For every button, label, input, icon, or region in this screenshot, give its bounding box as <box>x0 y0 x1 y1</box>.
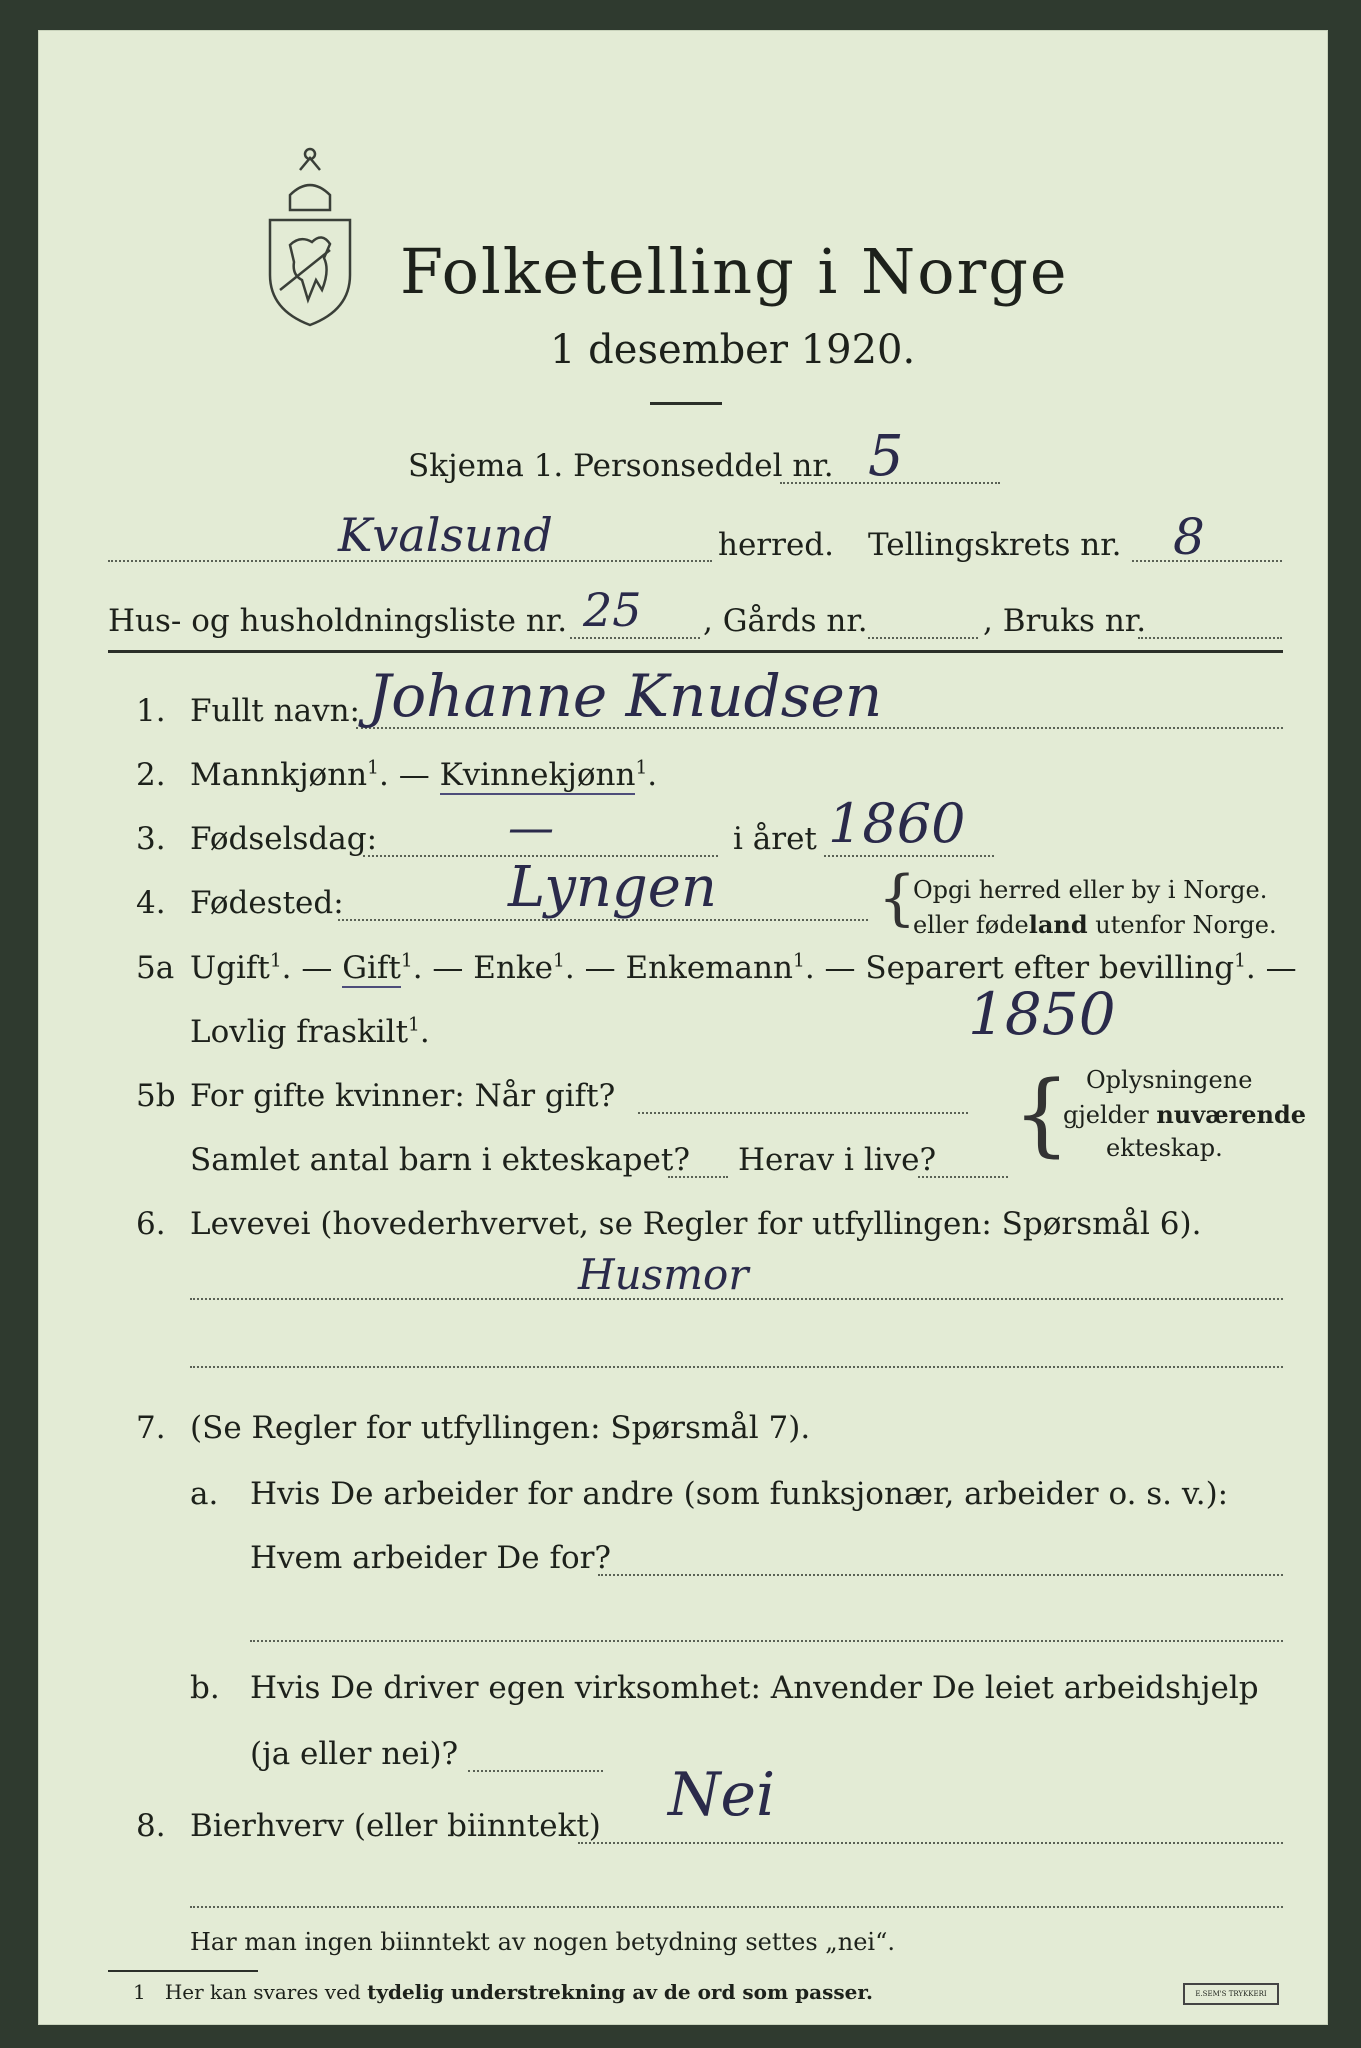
q5a-dash-4: — <box>814 950 866 986</box>
footnote-divider <box>108 1970 258 1972</box>
q4-brace: { <box>878 863 917 933</box>
gards-label: , Gårds nr. <box>703 603 868 639</box>
q7a-letter: a. <box>190 1476 219 1512</box>
q1-number: 1. <box>136 693 166 729</box>
q1-value: Johanne Knudsen <box>368 662 883 730</box>
footnote-text-a: Her kan svares ved <box>164 1980 368 2004</box>
q6-label: Levevei (hovederhvervet, se Regler for utfyllingen: Spørsmål 6). <box>190 1206 1202 1242</box>
hus-line <box>570 637 700 639</box>
q4-number: 4. <box>136 885 166 921</box>
q7b-text-2: (ja eller nei)? <box>250 1736 459 1772</box>
q4-value: Lyngen <box>508 855 717 920</box>
tellingskrets-value: 8 <box>1173 508 1205 566</box>
q5a-options: Ugift$^1$. — Gift$^1$. — Enke$^1$. — Enkemann$^1$. — Separert efter bevilling$^1$. — <box>190 950 1297 986</box>
q7a-line-2 <box>250 1640 1283 1642</box>
q5a-separert: Separert efter bevilling <box>865 950 1235 986</box>
q5b-label-2: Samlet antal barn i ekteskapet? <box>190 1142 690 1178</box>
printer-stamp: E.SEM'S TRYKKERI <box>1183 1983 1279 2005</box>
q5b-label-1: For gifte kvinner: Når gift? <box>190 1078 616 1114</box>
bruks-label: , Bruks nr. <box>983 603 1147 639</box>
q5b-note-2b: nuværende <box>1156 1100 1307 1129</box>
q5a-fraskilt: Lovlig fraskilt <box>190 1014 409 1050</box>
q5b-number: 5b <box>136 1078 176 1114</box>
q5a-enke: Enke <box>473 950 554 986</box>
gards-line <box>868 637 978 639</box>
q5b-note-2a: gjelder <box>1063 1101 1157 1129</box>
q7a-line-1 <box>598 1574 1283 1576</box>
q7-number: 7. <box>136 1410 166 1446</box>
q5a-ugift: Ugift <box>190 950 270 986</box>
q3-number: 3. <box>136 821 166 857</box>
q2-sep: — <box>388 757 440 793</box>
title-divider <box>650 402 722 405</box>
census-form <box>38 30 1328 2025</box>
tellingskrets-label: Tellingskrets nr. <box>868 527 1122 563</box>
q7-label: (Se Regler for utfyllingen: Spørsmål 7). <box>190 1410 811 1446</box>
q2-options <box>190 757 657 793</box>
q4-label: Fødested: <box>190 885 344 921</box>
q5b-note-3: ekteskap. <box>1106 1134 1223 1162</box>
footnote <box>133 1980 873 2004</box>
q5a-gift: Gift <box>342 950 401 986</box>
q2-dot-m: . <box>379 757 389 793</box>
header-divider <box>108 650 1283 653</box>
q4-note-1: Opgi herred eller by i Norge. <box>913 876 1268 904</box>
census-date: 1 desember 1920. <box>550 327 916 373</box>
tellingskrets-line <box>1132 560 1282 562</box>
q3-year-line <box>824 855 994 857</box>
q4-note-2b: land <box>1028 910 1088 939</box>
q4-note-2 <box>913 910 1277 939</box>
q5b-line-1 <box>638 1112 968 1114</box>
herred-value: Kvalsund <box>338 508 553 562</box>
q5b-note-1: Oplysningene <box>1086 1066 1253 1094</box>
page-title: Folketelling i Norge <box>400 235 1069 308</box>
q5a-number: 5a <box>136 950 175 986</box>
personseddel-value: 5 <box>868 424 904 489</box>
q8-number: 8. <box>136 1808 166 1844</box>
q1-label: Fullt navn: <box>190 693 360 729</box>
q7b-letter: b. <box>190 1670 220 1706</box>
q6-line-1 <box>190 1298 1283 1300</box>
q7a-text-2: Hvem arbeider De for? <box>250 1540 612 1576</box>
q2-dot-k: . <box>647 757 658 793</box>
q5a-sup-4: 1 <box>792 950 805 972</box>
q8-line-1 <box>578 1842 1283 1844</box>
q5a-sup-6: 1 <box>408 1014 420 1036</box>
norway-coat-of-arms-icon <box>260 140 360 330</box>
q3-year-label: i året <box>733 821 817 857</box>
q5b-line-3 <box>918 1176 1008 1178</box>
q5a-year-written: 1850 <box>968 980 1116 1048</box>
q5a-sup-1: 1 <box>269 950 282 972</box>
q5a-line2: Lovlig fraskilt$^1$. <box>190 1014 430 1050</box>
q7b-text: Hvis De driver egen virksomhet: Anvender De leiet arbeidshjelp <box>250 1670 1259 1706</box>
q5a-dash-2: — <box>422 950 474 986</box>
skjema-label: Skjema 1. Personseddel nr. <box>408 448 834 484</box>
q7b-line <box>468 1770 603 1772</box>
herred-label: herred. <box>718 527 834 563</box>
bruks-line <box>1138 637 1282 639</box>
q3-day-value: — <box>508 800 554 854</box>
footnote-number: 1 <box>133 1980 146 2004</box>
q2-mannkjonn: Mannkjønn <box>190 757 368 793</box>
q2-sup-k: 1 <box>635 757 648 779</box>
q5a-sup-5: 1 <box>1234 950 1246 972</box>
q5a-sup-2: 1 <box>400 950 413 972</box>
q8-line-2 <box>190 1906 1283 1908</box>
q6-line-2 <box>190 1366 1283 1368</box>
q6-number: 6. <box>136 1206 166 1242</box>
hus-value: 25 <box>583 583 642 637</box>
q5a-dash-1: — <box>291 950 343 986</box>
q6-value: Husmor <box>578 1250 749 1299</box>
q8-label: Bierhverv (eller biinntekt) <box>190 1808 601 1844</box>
q3-label: Fødselsdag: <box>190 821 378 857</box>
q5b-note-2 <box>1063 1100 1306 1129</box>
q2-number: 2. <box>136 757 166 793</box>
footnote-text-b: tydelig understrekning av de ord som passer. <box>367 1980 873 2004</box>
q5b-label-3: Herav i live? <box>738 1142 937 1178</box>
q4-note-2a: eller føde <box>913 911 1029 939</box>
q4-note-2c: utenfor Norge. <box>1087 911 1277 939</box>
q8-value: Nei <box>668 1760 776 1830</box>
q7a-text: Hvis De arbeider for andre (som funksjonær, arbeider o. s. v.): <box>250 1476 1229 1512</box>
q3-year-value: 1860 <box>828 792 966 855</box>
q5b-line-2 <box>668 1176 728 1178</box>
hus-label: Hus- og husholdningsliste nr. <box>108 603 568 639</box>
q5b-brace: { <box>1013 1062 1071 1167</box>
q2-kvinnekjonn: Kvinnekjønn <box>439 757 636 793</box>
q5a-enkemann: Enkemann <box>625 950 793 986</box>
q5a-sup-3: 1 <box>553 950 565 972</box>
q5a-dash-3: — <box>574 950 626 986</box>
footer-note: Har man ingen biinntekt av nogen betydning settes „nei“. <box>190 1928 895 1956</box>
q2-sup-m: 1 <box>367 757 379 779</box>
